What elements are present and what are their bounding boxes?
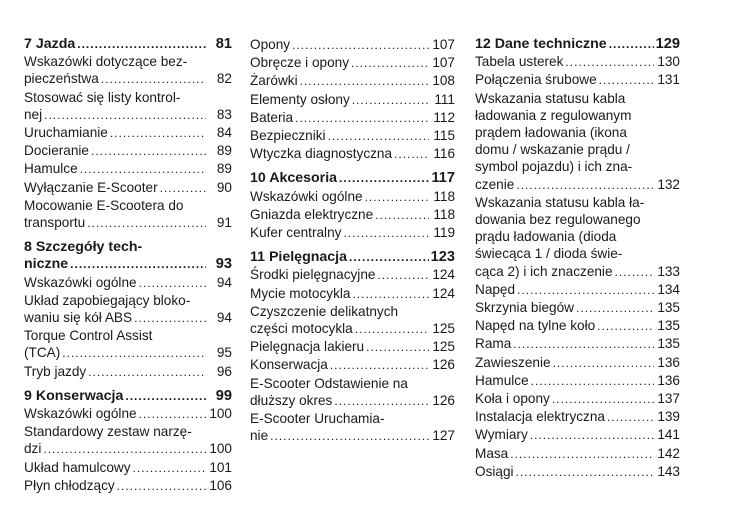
toc-dot-leader: [292, 37, 429, 54]
toc-chapter-heading[interactable]: [250, 249, 455, 266]
toc-page-number: 118: [433, 206, 455, 222]
toc-entry: [475, 245, 680, 262]
toc-page-number: 100: [209, 406, 232, 422]
toc-page-number: 107: [432, 37, 455, 52]
toc-dot-leader: [349, 249, 429, 266]
toc-dot-leader: [599, 72, 654, 89]
toc-entry: [250, 303, 455, 320]
toc-dot-leader: [552, 391, 654, 408]
toc-dot-leader: [328, 128, 429, 145]
toc-dot-leader: [125, 388, 206, 405]
toc-entry[interactable]: [24, 179, 232, 197]
toc-page-number: 126: [432, 357, 455, 373]
toc-dot-leader: [365, 189, 429, 206]
toc-dot-leader: [134, 310, 206, 327]
toc-entry-title: Mycie motocykla: [250, 285, 351, 301]
toc-entry-title: pieczeństwa: [24, 71, 99, 87]
toc-entry-title: Gniazda elektryczne: [250, 206, 374, 222]
toc-entry-title: Wskazówki ogólne: [24, 406, 137, 422]
toc-entry-title: Obręcze i opony: [250, 55, 349, 71]
toc-entry-title: Uruchamianie: [24, 125, 108, 141]
toc-entry[interactable]: [475, 299, 680, 317]
toc-page-number: 89: [216, 143, 232, 159]
toc-dot-leader: [355, 321, 429, 338]
toc-page-number: 136: [657, 354, 680, 370]
toc-page-number: 82: [216, 71, 232, 87]
toc-dot-leader: [300, 73, 429, 90]
toc-entry[interactable]: [250, 36, 455, 54]
toc-dot-leader: [295, 110, 429, 127]
toc-dot-leader: [139, 406, 206, 423]
toc-entry-title: Osiągi: [475, 463, 514, 479]
toc-entry-title: Płyn chłodzący: [24, 477, 115, 493]
toc-chapter-heading: [24, 239, 232, 256]
toc-entry-title: Pielęgnacja lakieru: [250, 339, 365, 355]
toc-dot-leader: [77, 36, 206, 53]
toc-entry-title: dłuższy okres: [250, 392, 333, 408]
toc-entry[interactable]: [24, 214, 232, 232]
toc-page-number: 129: [655, 36, 680, 52]
toc-dot-leader: [339, 170, 429, 187]
toc-column-1: [24, 36, 232, 495]
toc-entry[interactable]: [250, 127, 455, 145]
toc-entry[interactable]: [250, 320, 455, 338]
toc-dot-leader: [615, 264, 654, 281]
toc-page-number: 143: [657, 463, 680, 479]
toc-entry-title: Hamulce: [24, 161, 78, 177]
toc-page-number: 83: [216, 106, 232, 122]
toc-page-number: 141: [657, 427, 680, 443]
toc-page-number: 81: [215, 36, 232, 52]
toc-entry: [475, 107, 680, 124]
toc-page-number: 139: [657, 409, 680, 425]
toc-entry-title: Konserwacja: [250, 357, 328, 373]
toc-page-number: 136: [657, 372, 680, 388]
toc-page-number: 115: [433, 128, 455, 144]
toc-dot-leader: [117, 478, 206, 495]
toc-column-3: [475, 36, 680, 481]
toc-entry[interactable]: [250, 206, 455, 224]
toc-entry[interactable]: [250, 72, 455, 90]
toc-dot-leader: [133, 460, 206, 477]
toc-entry[interactable]: [24, 440, 232, 458]
toc-entry[interactable]: [24, 160, 232, 178]
toc-entry: [475, 90, 680, 107]
toc-entry: [475, 211, 680, 228]
toc-entry-title: czenie: [475, 176, 515, 192]
toc-entry-title: 12 Dane techniczne: [475, 36, 607, 52]
toc-entry-title: cąca 2) i ich znaczenie: [475, 263, 613, 279]
toc-page-number: 124: [432, 285, 455, 301]
toc-entry[interactable]: [475, 426, 680, 444]
toc-entry[interactable]: [250, 427, 455, 445]
toc-column-2: [250, 36, 455, 445]
toc-page-number: 135: [657, 318, 680, 334]
toc-entry: [24, 197, 232, 214]
toc-entry-title: Napęd: [475, 281, 516, 297]
toc-dot-leader: [101, 71, 206, 88]
toc-entry-title: ładowania z regulowanym: [475, 107, 632, 123]
toc-page-number: 135: [657, 300, 680, 316]
toc-dot-leader: [70, 256, 206, 273]
toc-entry-title: transportu: [24, 215, 86, 231]
toc-entry[interactable]: [475, 445, 680, 463]
toc-entry[interactable]: [24, 106, 232, 124]
toc-dot-leader: [377, 267, 429, 284]
toc-dot-leader: [516, 177, 654, 194]
toc-entry-title: Wtyczka diagnostyczna: [250, 146, 393, 162]
toc-dot-leader: [43, 441, 206, 458]
toc-dot-leader: [366, 339, 429, 356]
toc-entry-title: Zawieszenie: [475, 354, 551, 370]
toc-page-number: 89: [216, 161, 232, 177]
toc-dot-leader: [531, 373, 654, 390]
toc-entry-title: Połączenia śrubowe: [475, 72, 597, 88]
toc-entry-title: niczne: [24, 256, 69, 273]
toc-page-number: 107: [432, 55, 455, 71]
toc-entry[interactable]: [24, 124, 232, 142]
toc-entry-title: E-Scooter Odstawienie na: [250, 375, 408, 391]
toc-page-number: 106: [209, 477, 232, 493]
toc-entry: [250, 410, 455, 427]
toc-entry[interactable]: [475, 463, 680, 481]
toc-page-number: 84: [216, 125, 232, 141]
toc-entry-title: świecąca 1 / dioda świe-: [475, 246, 623, 262]
toc-entry-title: Napęd na tylne koło: [475, 318, 596, 334]
toc-dot-leader: [352, 92, 429, 109]
toc-page-number: 91: [216, 215, 232, 231]
toc-dot-leader: [513, 336, 654, 353]
toc-page-number: 108: [432, 73, 455, 89]
toc-entry-title: Opony: [250, 37, 291, 52]
toc-entry-title: dowania bez regulowanego: [475, 212, 641, 228]
toc-entry-title: Wymiary: [475, 427, 528, 443]
toc-entry-title: E-Scooter Uruchamia-: [250, 411, 385, 427]
toc-entry-title: Bateria: [250, 109, 294, 125]
toc-entry: [24, 53, 232, 70]
toc-entry-title: Skrzynia biegów: [475, 300, 574, 316]
toc-entry-title: Tryb jazdy: [24, 363, 87, 379]
toc-entry-title: Mocowanie E-Scootera do: [24, 197, 184, 213]
toc-entry-title: Instalacja elektryczna: [475, 409, 605, 425]
toc-dot-leader: [62, 345, 206, 362]
toc-entry: [475, 158, 680, 175]
toc-dot-leader: [160, 180, 206, 197]
toc-entry[interactable]: [250, 188, 455, 206]
toc-entry[interactable]: [475, 335, 680, 353]
toc-entry-title: 11 Pielęgnacja: [250, 249, 348, 266]
toc-page-number: 100: [209, 441, 232, 457]
toc-chapter-heading[interactable]: [250, 170, 455, 187]
toc-entry-title: Wskazania statusu kabla ła-: [475, 194, 645, 210]
toc-dot-leader: [139, 275, 206, 292]
toc-page-number: 99: [215, 387, 232, 404]
toc-entry[interactable]: [475, 263, 680, 281]
toc-page-number: 93: [215, 256, 232, 273]
toc-entry[interactable]: [250, 285, 455, 303]
toc-entry[interactable]: [24, 70, 232, 88]
toc-entry-title: nie: [250, 428, 269, 444]
toc-dot-leader: [87, 215, 206, 232]
toc-entry[interactable]: [250, 356, 455, 374]
toc-entry[interactable]: [24, 363, 232, 381]
toc-page-number: 94: [216, 274, 232, 290]
toc-page-number: 130: [657, 54, 680, 70]
toc-page-number: 124: [432, 267, 455, 283]
toc-page-number: 131: [657, 72, 680, 88]
toc-entry-title: Koła i opony: [475, 391, 550, 407]
toc-entry[interactable]: [250, 392, 455, 410]
toc-entry: [24, 292, 232, 309]
toc-entry-title: Wskazówki ogólne: [250, 188, 363, 204]
toc-page-number: 125: [432, 339, 455, 355]
toc-entry-title: prądem ładowania (ikona: [475, 125, 627, 141]
toc-entry[interactable]: [250, 91, 455, 109]
toc-page-number: 127: [432, 428, 455, 444]
toc-page-number: 101: [209, 459, 232, 475]
toc-entry[interactable]: [24, 344, 232, 362]
toc-entry-title: Docieranie: [24, 143, 89, 159]
toc-entry[interactable]: [250, 109, 455, 127]
toc-entry-title: Wskazówki dotyczące bez-: [24, 54, 188, 70]
toc-entry[interactable]: [24, 142, 232, 160]
toc-page-number: 123: [430, 249, 455, 266]
toc-entry-title: domu / wskazanie prądu /: [475, 142, 630, 158]
toc-dot-leader: [553, 355, 654, 372]
toc-entry-title: Bezpieczniki: [250, 128, 326, 144]
toc-entry-title: Stosować się listy kontrol-: [24, 89, 181, 105]
toc-page-number: 118: [433, 188, 455, 204]
toc-page-number: 112: [433, 109, 455, 125]
toc-entry-title: części motocykla: [250, 321, 353, 337]
toc-page-number: 134: [657, 281, 680, 297]
toc-entry[interactable]: [475, 354, 680, 372]
toc-dot-leader: [394, 146, 429, 163]
toc-dot-leader: [516, 464, 654, 481]
toc-dot-leader: [334, 393, 429, 410]
toc-entry: [24, 327, 232, 344]
toc-page-number: 126: [432, 392, 455, 408]
toc-dot-leader: [80, 161, 206, 178]
toc-chapter-heading[interactable]: [24, 388, 232, 405]
toc-entry[interactable]: [250, 266, 455, 284]
toc-dot-leader: [351, 55, 429, 72]
toc-dot-leader: [565, 54, 654, 71]
toc-entry-title: Wskazania statusu kabla: [475, 90, 626, 106]
toc-entry-title: nej: [24, 106, 43, 122]
toc-entry-title: 10 Akcesoria: [250, 170, 338, 187]
toc-entry-title: Torque Control Assist: [24, 328, 153, 344]
toc-entry[interactable]: [250, 54, 455, 72]
toc-entry-title: Układ zapobiegający bloko-: [24, 292, 191, 308]
toc-page-number: 142: [657, 445, 680, 461]
toc-dot-leader: [270, 428, 429, 445]
toc-page-number: 125: [432, 321, 455, 337]
toc-dot-leader: [510, 446, 654, 463]
toc-entry[interactable]: [24, 477, 232, 495]
toc-page-number: 133: [657, 263, 680, 279]
toc-page-number: 119: [433, 225, 455, 241]
toc-page-number: 116: [433, 146, 455, 162]
toc-entry[interactable]: [250, 338, 455, 356]
toc-dot-leader: [530, 427, 654, 444]
toc-entry[interactable]: [475, 71, 680, 89]
toc-entry[interactable]: [24, 459, 232, 477]
toc-chapter-heading[interactable]: [24, 256, 232, 273]
toc-page-number: 95: [216, 345, 232, 361]
toc-entry-title: Układ hamulcowy: [24, 459, 131, 475]
toc-entry-title: 7 Jazda: [24, 36, 76, 52]
toc-page-number: 90: [216, 179, 232, 195]
toc-page-number: 137: [657, 391, 680, 407]
toc-page-number: 111: [434, 91, 455, 107]
toc-entry-title: prądu ładowania (dioda: [475, 229, 617, 245]
toc-entry: [475, 141, 680, 158]
toc-page-number: 94: [216, 310, 232, 326]
toc-entry-title: Rama: [475, 336, 512, 352]
toc-entry-title: Elementy osłony: [250, 91, 350, 107]
toc-entry-title: dzi: [24, 441, 42, 457]
toc-entry-title: Środki pielęgnacyjne: [250, 267, 376, 283]
toc-entry-title: Żarówki: [250, 73, 298, 89]
toc-entry[interactable]: [475, 53, 680, 71]
toc-entry[interactable]: [24, 405, 232, 423]
toc-page-number: 117: [431, 170, 455, 187]
toc-dot-leader: [609, 36, 654, 53]
toc-entry-title: Tabela usterek: [475, 54, 564, 70]
toc-entry[interactable]: [475, 281, 680, 299]
toc-entry-title: 9 Konserwacja: [24, 387, 124, 404]
toc-entry: [250, 375, 455, 392]
toc-entry: [24, 423, 232, 440]
toc-chapter-heading[interactable]: [24, 36, 232, 53]
toc-entry: [24, 89, 232, 106]
toc-page-number: 135: [657, 336, 680, 352]
toc-dot-leader: [517, 282, 654, 299]
toc-entry[interactable]: [250, 224, 455, 242]
toc-dot-leader: [597, 318, 654, 335]
toc-dot-leader: [576, 300, 654, 317]
toc-entry[interactable]: [24, 274, 232, 292]
toc-page-number: 96: [216, 363, 232, 379]
toc-dot-leader: [44, 107, 206, 124]
toc-entry-title: 8 Szczegóły tech-: [24, 239, 143, 256]
toc-dot-leader: [352, 286, 429, 303]
toc-entry-title: Czyszczenie delikatnych: [250, 303, 399, 319]
toc-entry[interactable]: [475, 408, 680, 426]
toc-dot-leader: [88, 364, 206, 381]
toc-entry: [475, 124, 680, 141]
toc-entry-title: symbol pojazdu) i ich zna-: [475, 159, 633, 175]
toc-entry[interactable]: [475, 317, 680, 335]
toc-entry[interactable]: [24, 309, 232, 327]
toc-entry[interactable]: [475, 372, 680, 390]
toc-dot-leader: [330, 357, 429, 374]
toc-chapter-heading[interactable]: [475, 36, 680, 53]
toc-page-number: 132: [657, 176, 680, 192]
toc-entry[interactable]: [475, 176, 680, 194]
toc-entry-title: Standardowy zestaw narzę-: [24, 424, 192, 440]
toc-entry-title: Masa: [475, 445, 509, 461]
toc-dot-leader: [110, 125, 206, 142]
toc-entry-title: Wyłączanie E-Scooter: [24, 179, 158, 195]
toc-entry: [475, 228, 680, 245]
toc-entry-title: Hamulce: [475, 372, 529, 388]
toc-entry: [475, 194, 680, 211]
toc-dot-leader: [343, 225, 429, 242]
toc-entry-title: Wskazówki ogólne: [24, 274, 137, 290]
toc-entry-title: Kufer centralny: [250, 225, 342, 241]
toc-entry-title: (TCA): [24, 345, 61, 361]
toc-dot-leader: [607, 409, 654, 426]
toc-entry[interactable]: [250, 145, 455, 163]
toc-dot-leader: [91, 143, 206, 160]
toc-entry[interactable]: [475, 390, 680, 408]
toc-entry-title: waniu się kół ABS: [24, 310, 133, 326]
toc-dot-leader: [375, 207, 429, 224]
